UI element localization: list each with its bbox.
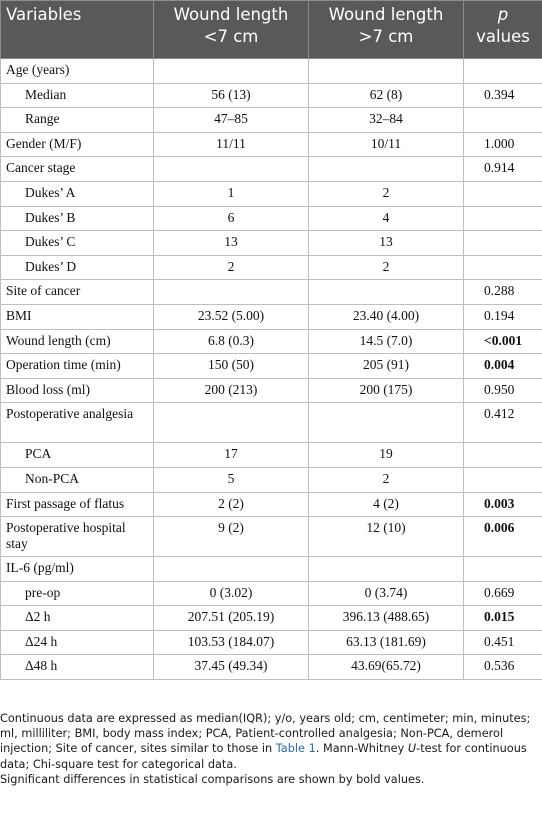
p-value-cell: 0.288 [464, 280, 542, 305]
p-value-cell [464, 206, 542, 231]
p-value-cell: 0.015 [464, 606, 542, 631]
table-row [1, 132, 542, 157]
p-value-cell: 1.000 [464, 132, 542, 157]
wound-gt7-cell: 43.69(65.72) [309, 655, 464, 680]
header-wound-gt7-line1: Wound length [328, 5, 444, 24]
table-row [1, 378, 542, 403]
wound-gt7-cell: 396.13 (488.65) [309, 606, 464, 631]
header-p-italic: p [497, 5, 509, 24]
p-value-cell: 0.394 [464, 83, 542, 108]
header-row [1, 1, 542, 59]
header-wound-lt7-line2: <7 cm [203, 27, 259, 46]
wound-gt7-cell [309, 557, 464, 582]
variable-cell: Operation time (min) [1, 354, 154, 379]
table-row [1, 606, 542, 631]
wound-gt7-cell [309, 157, 464, 182]
table-row [1, 231, 542, 256]
p-value-cell [464, 557, 542, 582]
wound-gt7-cell [309, 403, 464, 443]
wound-lt7-cell: 56 (13) [154, 83, 309, 108]
p-value-cell [464, 467, 542, 492]
table-row [1, 581, 542, 606]
table-row [1, 492, 542, 517]
header-wound-lt7-line1: Wound length [173, 5, 289, 24]
wound-lt7-cell: 0 (3.02) [154, 581, 309, 606]
wound-gt7-cell: 2 [309, 255, 464, 280]
wound-lt7-cell: 103.53 (184.07) [154, 630, 309, 655]
p-value-cell: 0.451 [464, 630, 542, 655]
wound-lt7-cell [154, 157, 309, 182]
wound-lt7-cell: 37.45 (49.34) [154, 655, 309, 680]
wound-gt7-cell: 14.5 (7.0) [309, 329, 464, 354]
variable-cell: Blood loss (ml) [1, 378, 154, 403]
wound-lt7-cell: 6.8 (0.3) [154, 329, 309, 354]
p-value-cell: 0.536 [464, 655, 542, 680]
p-value-cell: 0.004 [464, 354, 542, 379]
p-value-cell [464, 443, 542, 468]
variable-cell: Wound length (cm) [1, 329, 154, 354]
table-row [1, 630, 542, 655]
p-value-cell [464, 255, 542, 280]
wound-lt7-cell [154, 280, 309, 305]
wound-gt7-cell: 4 (2) [309, 492, 464, 517]
p-value-cell: 0.194 [464, 304, 542, 329]
wound-lt7-cell: 13 [154, 231, 309, 256]
footnote-text-2: . Mann-Whitney [315, 742, 408, 756]
wound-gt7-cell: 2 [309, 181, 464, 206]
wound-gt7-cell: 13 [309, 231, 464, 256]
variable-cell: Dukes’ B [1, 206, 154, 231]
variable-cell: Δ24 h [1, 630, 154, 655]
variable-cell: Age (years) [1, 59, 154, 84]
wound-lt7-cell [154, 59, 309, 84]
variable-cell: Range [1, 108, 154, 133]
wound-lt7-cell: 9 (2) [154, 517, 309, 557]
table-row [1, 83, 542, 108]
table-row [1, 467, 542, 492]
header-p-line2: values [476, 27, 530, 46]
table-row [1, 304, 542, 329]
p-value-cell [464, 59, 542, 84]
wound-lt7-cell: 2 [154, 255, 309, 280]
header-wound-lt7 [154, 1, 309, 59]
wound-lt7-cell: 23.52 (5.00) [154, 304, 309, 329]
table-row [1, 655, 542, 680]
table-row [1, 354, 542, 379]
wound-gt7-cell: 10/11 [309, 132, 464, 157]
wound-lt7-cell: 6 [154, 206, 309, 231]
p-value-cell: <0.001 [464, 329, 542, 354]
variable-cell: IL-6 (pg/ml) [1, 557, 154, 582]
wound-lt7-cell [154, 403, 309, 443]
p-value-cell [464, 231, 542, 256]
wound-lt7-cell: 207.51 (205.19) [154, 606, 309, 631]
wound-gt7-cell: 12 (10) [309, 517, 464, 557]
wound-lt7-cell: 5 [154, 467, 309, 492]
p-value-cell: 0.669 [464, 581, 542, 606]
header-wound-gt7 [309, 1, 464, 59]
p-value-cell: 0.914 [464, 157, 542, 182]
table-row [1, 329, 542, 354]
wound-lt7-cell: 1 [154, 181, 309, 206]
variable-cell: Δ2 h [1, 606, 154, 631]
table-footnote [0, 711, 536, 787]
variable-cell: Dukes’ A [1, 181, 154, 206]
variable-cell: Site of cancer [1, 280, 154, 305]
table-row [1, 443, 542, 468]
wound-gt7-cell: 62 (8) [309, 83, 464, 108]
variable-cell: Postoperative hospital stay [1, 517, 154, 557]
p-value-cell [464, 181, 542, 206]
wound-gt7-cell: 205 (91) [309, 354, 464, 379]
wound-lt7-cell: 11/11 [154, 132, 309, 157]
wound-gt7-cell: 200 (175) [309, 378, 464, 403]
wound-lt7-cell: 200 (213) [154, 378, 309, 403]
wound-lt7-cell [154, 557, 309, 582]
wound-gt7-cell: 23.40 (4.00) [309, 304, 464, 329]
header-wound-gt7-line2: >7 cm [358, 27, 414, 46]
wound-lt7-cell: 150 (50) [154, 354, 309, 379]
table-row [1, 59, 542, 84]
variable-cell: PCA [1, 443, 154, 468]
p-value-cell: 0.006 [464, 517, 542, 557]
variable-cell: Δ48 h [1, 655, 154, 680]
variable-cell: pre-op [1, 581, 154, 606]
wound-gt7-cell: 63.13 (181.69) [309, 630, 464, 655]
footnote-text-1: Continuous data are expressed as median(IQR); y/o, years old; cm, centimeter; min, minutes; ml, milliliter; BMI, body mass index; PCA, Patient-controlled analgesia; Non-PCA, demerol injection; Site of cancer, sites similar to those in [0, 712, 531, 756]
wound-gt7-cell: 4 [309, 206, 464, 231]
table-row [1, 108, 542, 133]
footnote-text-3: -test for continuous data; Chi-square test for categorical data. [0, 742, 527, 771]
p-value-cell: 0.003 [464, 492, 542, 517]
table-row [1, 255, 542, 280]
p-value-cell [464, 108, 542, 133]
table-row [1, 206, 542, 231]
table-row [1, 280, 542, 305]
variable-cell: Non-PCA [1, 467, 154, 492]
variable-cell: Postoperative analgesia [1, 403, 154, 443]
wound-lt7-cell: 17 [154, 443, 309, 468]
wound-gt7-cell: 19 [309, 443, 464, 468]
p-value-cell: 0.412 [464, 403, 542, 443]
wound-gt7-cell [309, 59, 464, 84]
variable-cell: Dukes’ D [1, 255, 154, 280]
wound-gt7-cell [309, 280, 464, 305]
header-p-values [464, 1, 542, 59]
variable-cell: First passage of flatus [1, 492, 154, 517]
footnote-u-italic: U [407, 742, 417, 756]
footnote-significance: Significant differences in statistical comparisons are shown by bold values. [0, 772, 425, 786]
variable-cell: Dukes’ C [1, 231, 154, 256]
p-value-cell: 0.950 [464, 378, 542, 403]
wound-lt7-cell: 47–85 [154, 108, 309, 133]
header-variables [1, 1, 154, 59]
variable-cell: Gender (M/F) [1, 132, 154, 157]
wound-gt7-cell: 2 [309, 467, 464, 492]
variable-cell: BMI [1, 304, 154, 329]
variable-cell: Median [1, 83, 154, 108]
wound-gt7-cell: 0 (3.74) [309, 581, 464, 606]
header-variables-text: Variables [6, 5, 82, 24]
table-row [1, 403, 542, 443]
variable-cell: Cancer stage [1, 157, 154, 182]
wound-gt7-cell: 32–84 [309, 108, 464, 133]
table-1-link[interactable]: Table 1 [275, 742, 316, 756]
table-row [1, 157, 542, 182]
table-row [1, 557, 542, 582]
wound-lt7-cell: 2 (2) [154, 492, 309, 517]
footnote-abbreviations [0, 711, 536, 772]
table-row [1, 181, 542, 206]
table-row [1, 517, 542, 557]
